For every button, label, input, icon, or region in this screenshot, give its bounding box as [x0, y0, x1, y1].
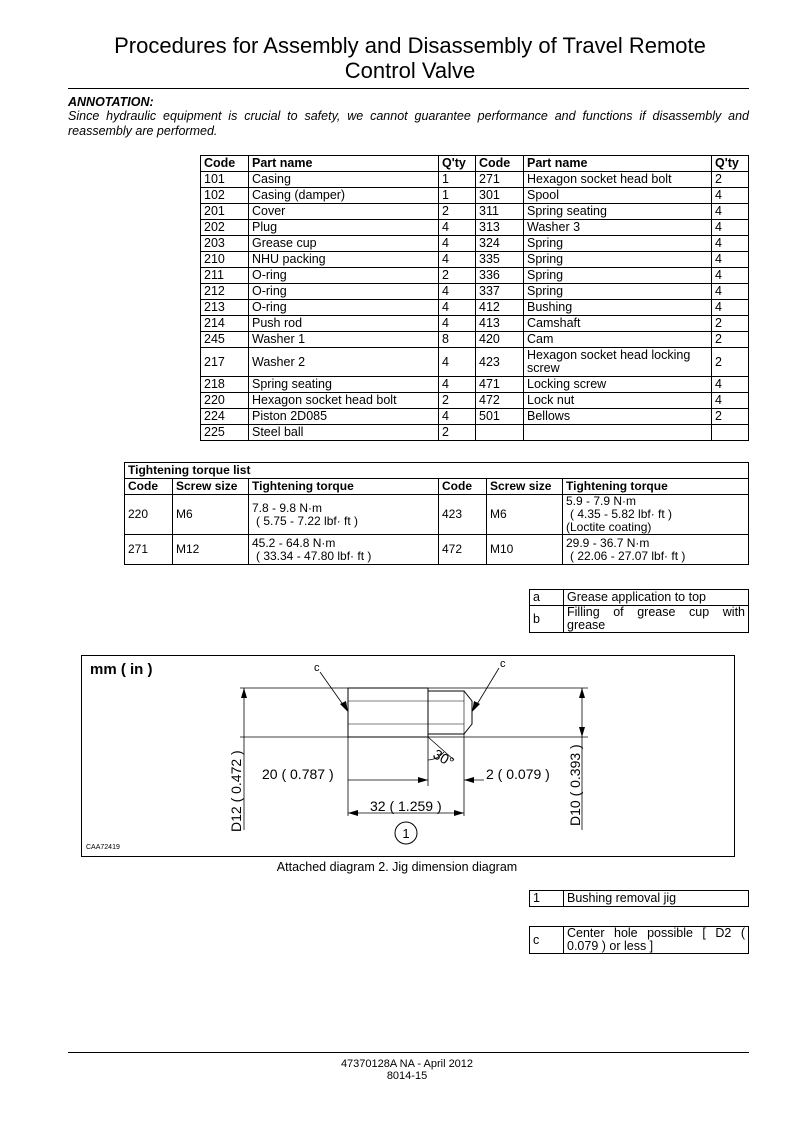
- parts-header-cell: Part name: [524, 156, 712, 172]
- title-divider: [68, 88, 749, 89]
- parts-cell: Spring: [524, 252, 712, 268]
- parts-cell: 4: [439, 284, 476, 300]
- arrowhead: [454, 810, 464, 816]
- table-row: [201, 316, 749, 332]
- annotation-heading: ANNOTATION:: [68, 95, 154, 109]
- parts-cell: 420: [476, 332, 524, 348]
- table-row: [201, 236, 749, 252]
- parts-cell: O-ring: [249, 268, 439, 284]
- torque-nm: 5.9 - 7.9 N·m: [566, 494, 637, 508]
- parts-cell: 214: [201, 316, 249, 332]
- parts-cell: 220: [201, 393, 249, 409]
- torque-table-title: Tightening torque list: [125, 463, 749, 479]
- parts-table-header: [201, 156, 749, 172]
- torque-value: [249, 495, 439, 535]
- parts-cell: 301: [476, 188, 524, 204]
- arrowhead: [579, 688, 585, 698]
- parts-cell: 2: [712, 172, 749, 188]
- torque-value: [249, 535, 439, 565]
- parts-cell: Spool: [524, 188, 712, 204]
- parts-cell: Steel ball: [249, 425, 439, 441]
- torque-header-cell: Tightening torque: [249, 479, 439, 495]
- parts-cell: 2: [439, 204, 476, 220]
- parts-cell: Bellows: [524, 409, 712, 425]
- legend-text: Center hole possible [ D2 ( 0.079 ) or less ]: [564, 927, 749, 954]
- parts-header-cell: Q'ty: [712, 156, 749, 172]
- torque-table: [124, 462, 749, 565]
- legend-row: [530, 927, 749, 954]
- legend-table-1: [529, 890, 749, 907]
- parts-cell: Lock nut: [524, 393, 712, 409]
- torque-lbf: ( 4.35 - 5.82 lbf· ft ): [570, 507, 673, 521]
- parts-cell: 2: [712, 316, 749, 332]
- torque-screw-size: M12: [173, 535, 249, 565]
- table-row: [201, 204, 749, 220]
- torque-note: (Loctite coating): [566, 520, 652, 534]
- parts-cell: 413: [476, 316, 524, 332]
- parts-cell: Cam: [524, 332, 712, 348]
- parts-cell: 472: [476, 393, 524, 409]
- parts-cell: 4: [439, 409, 476, 425]
- parts-cell: 210: [201, 252, 249, 268]
- parts-cell: 4: [712, 188, 749, 204]
- parts-cell: 336: [476, 268, 524, 284]
- arrowhead: [241, 688, 247, 698]
- table-row: [201, 393, 749, 409]
- parts-header-cell: Code: [476, 156, 524, 172]
- parts-cell: 271: [476, 172, 524, 188]
- legend-row: [530, 590, 749, 606]
- parts-cell: 202: [201, 220, 249, 236]
- legend-row: [530, 606, 749, 633]
- diagram-caption: Attached diagram 2. Jig dimension diagram: [276, 860, 518, 874]
- parts-cell: 4: [439, 252, 476, 268]
- dim-d10-label: D10 ( 0.393 ): [567, 744, 583, 826]
- figure-ref-code: CAA72419: [86, 844, 120, 851]
- parts-cell: 213: [201, 300, 249, 316]
- parts-cell: Hexagon socket head bolt: [524, 172, 712, 188]
- parts-cell: 224: [201, 409, 249, 425]
- parts-cell: 4: [439, 220, 476, 236]
- legend-text: Filling of grease cup with grease: [564, 606, 749, 633]
- page-title-line1: Procedures for Assembly and Disassembly of Travel Remote: [114, 33, 706, 58]
- parts-cell: 412: [476, 300, 524, 316]
- parts-cell: 4: [712, 393, 749, 409]
- legend-table-ab: [529, 589, 749, 633]
- legend-table-c: [529, 926, 749, 954]
- annotation-text: Since hydraulic equipment is crucial to safety, we cannot guarantee performance and functions if disassembly and reassembly are performed.: [68, 109, 749, 138]
- torque-code: 220: [125, 495, 173, 535]
- parts-cell: 201: [201, 204, 249, 220]
- parts-cell: 8: [439, 332, 476, 348]
- parts-cell: 337: [476, 284, 524, 300]
- torque-lbf: ( 22.06 - 27.07 lbf· ft ): [570, 548, 686, 563]
- parts-cell: Spring: [524, 284, 712, 300]
- table-row: [201, 172, 749, 188]
- parts-cell: 4: [439, 316, 476, 332]
- torque-nm: 45.2 - 64.8 N·m: [252, 535, 336, 550]
- parts-cell: 313: [476, 220, 524, 236]
- parts-cell: Spring seating: [249, 377, 439, 393]
- parts-cell: Hexagon socket head locking screw: [524, 348, 712, 377]
- table-row: [201, 220, 749, 236]
- center-hole-label-right: c: [500, 658, 506, 670]
- torque-header-cell: Code: [125, 479, 173, 495]
- parts-cell: 4: [439, 300, 476, 316]
- parts-cell: Casing (damper): [249, 188, 439, 204]
- parts-cell: 1: [439, 172, 476, 188]
- parts-cell: Washer 1: [249, 332, 439, 348]
- parts-cell: Grease cup: [249, 236, 439, 252]
- parts-cell: 4: [439, 377, 476, 393]
- parts-cell: Spring seating: [524, 204, 712, 220]
- torque-table-header: [125, 479, 749, 495]
- table-row: [201, 332, 749, 348]
- callout-number: 1: [402, 826, 410, 841]
- parts-cell: 212: [201, 284, 249, 300]
- arrowhead: [348, 810, 358, 816]
- table-row: [201, 409, 749, 425]
- parts-cell: Push rod: [249, 316, 439, 332]
- page-title: [60, 33, 760, 83]
- arrowhead: [418, 777, 428, 783]
- parts-cell: NHU packing: [249, 252, 439, 268]
- torque-value: [563, 495, 749, 535]
- jig-drawing: [82, 656, 734, 856]
- legend-key: c: [530, 927, 564, 954]
- parts-cell: 335: [476, 252, 524, 268]
- parts-cell: Camshaft: [524, 316, 712, 332]
- leader-line: [320, 672, 344, 706]
- parts-cell: 2: [439, 393, 476, 409]
- torque-row: [125, 495, 749, 535]
- torque-lbf: ( 5.75 - 7.22 lbf· ft ): [256, 513, 359, 528]
- parts-cell: 4: [712, 220, 749, 236]
- dim-2-label: 2 ( 0.079 ): [486, 766, 550, 782]
- arrowhead: [579, 727, 585, 737]
- page-title-line2: Control Valve: [344, 58, 476, 83]
- legend-row: [530, 891, 749, 907]
- jig-small-section: [428, 691, 472, 734]
- parts-table-body: [201, 172, 749, 441]
- parts-cell: 225: [201, 425, 249, 441]
- parts-cell: [476, 425, 524, 441]
- legend-key: b: [530, 606, 564, 633]
- parts-cell: 4: [712, 204, 749, 220]
- parts-cell: 217: [201, 348, 249, 377]
- parts-cell: 101: [201, 172, 249, 188]
- torque-code: 271: [125, 535, 173, 565]
- parts-cell: 102: [201, 188, 249, 204]
- torque-row: [125, 535, 749, 565]
- parts-cell: 4: [712, 300, 749, 316]
- dim-d12-label: D12 ( 0.472 ): [228, 750, 244, 832]
- jig-dimension-diagram: [81, 655, 735, 857]
- parts-cell: 501: [476, 409, 524, 425]
- parts-cell: O-ring: [249, 284, 439, 300]
- torque-value: [563, 535, 749, 565]
- parts-cell: Plug: [249, 220, 439, 236]
- parts-cell: [712, 425, 749, 441]
- parts-cell: Hexagon socket head bolt: [249, 393, 439, 409]
- torque-code: 423: [439, 495, 487, 535]
- footer-doc-id: 47370128A NA - April 2012: [340, 1058, 474, 1070]
- torque-code: 472: [439, 535, 487, 565]
- parts-cell: 4: [712, 252, 749, 268]
- torque-lbf: ( 33.34 - 47.80 lbf· ft ): [256, 548, 372, 563]
- torque-header-cell: Screw size: [173, 479, 249, 495]
- parts-cell: 2: [712, 332, 749, 348]
- parts-header-cell: Code: [201, 156, 249, 172]
- table-row: [201, 252, 749, 268]
- parts-table: [200, 155, 749, 441]
- table-row: [201, 268, 749, 284]
- torque-screw-size: M6: [173, 495, 249, 535]
- parts-cell: 218: [201, 377, 249, 393]
- parts-cell: Casing: [249, 172, 439, 188]
- parts-cell: 203: [201, 236, 249, 252]
- parts-cell: 211: [201, 268, 249, 284]
- parts-cell: 4: [712, 236, 749, 252]
- parts-cell: Washer 3: [524, 220, 712, 236]
- dim-20-label: 20 ( 0.787 ): [262, 766, 334, 782]
- parts-cell: 4: [439, 236, 476, 252]
- arrowhead: [464, 777, 474, 783]
- parts-cell: Bushing: [524, 300, 712, 316]
- parts-cell: 311: [476, 204, 524, 220]
- parts-cell: Spring: [524, 268, 712, 284]
- parts-header-cell: Part name: [249, 156, 439, 172]
- parts-cell: Washer 2: [249, 348, 439, 377]
- parts-cell: Cover: [249, 204, 439, 220]
- legend-text: Grease application to top: [564, 590, 749, 606]
- table-row: [201, 377, 749, 393]
- units-label: mm ( in ): [90, 661, 153, 678]
- parts-cell: 1: [439, 188, 476, 204]
- parts-cell: 423: [476, 348, 524, 377]
- torque-header-cell: Screw size: [487, 479, 563, 495]
- parts-cell: 2: [439, 425, 476, 441]
- torque-header-cell: Code: [439, 479, 487, 495]
- table-row: [201, 188, 749, 204]
- parts-cell: 4: [712, 377, 749, 393]
- parts-cell: 2: [439, 268, 476, 284]
- legend-key: 1: [530, 891, 564, 907]
- table-row: [201, 284, 749, 300]
- parts-cell: 4: [439, 348, 476, 377]
- legend-text: Bushing removal jig: [564, 891, 749, 907]
- arrowhead: [472, 701, 480, 712]
- footer-page-number: 8014-15: [386, 1070, 428, 1082]
- legend-key: a: [530, 590, 564, 606]
- parts-cell: [524, 425, 712, 441]
- parts-cell: 471: [476, 377, 524, 393]
- parts-cell: Piston 2D085: [249, 409, 439, 425]
- torque-nm: 29.9 - 36.7 N·m: [566, 535, 650, 550]
- center-hole-label-left: c: [314, 662, 320, 674]
- parts-cell: 2: [712, 409, 749, 425]
- parts-cell: O-ring: [249, 300, 439, 316]
- torque-nm: 7.8 - 9.8 N·m: [252, 500, 323, 515]
- jig-large-section: [348, 688, 428, 737]
- parts-cell: 324: [476, 236, 524, 252]
- dim-32-label: 32 ( 1.259 ): [370, 798, 442, 814]
- torque-header-cell: Tightening torque: [563, 479, 749, 495]
- table-row: [201, 425, 749, 441]
- footer-divider: [68, 1052, 749, 1053]
- parts-cell: 2: [712, 348, 749, 377]
- parts-cell: Locking screw: [524, 377, 712, 393]
- parts-cell: Spring: [524, 236, 712, 252]
- parts-cell: 245: [201, 332, 249, 348]
- torque-screw-size: M10: [487, 535, 563, 565]
- table-row: [201, 300, 749, 316]
- parts-cell: 4: [712, 284, 749, 300]
- parts-cell: 4: [712, 268, 749, 284]
- leader-line: [476, 668, 499, 706]
- torque-screw-size: M6: [487, 495, 563, 535]
- parts-header-cell: Q'ty: [439, 156, 476, 172]
- table-row: [201, 348, 749, 377]
- angle-label: 30°: [430, 745, 457, 771]
